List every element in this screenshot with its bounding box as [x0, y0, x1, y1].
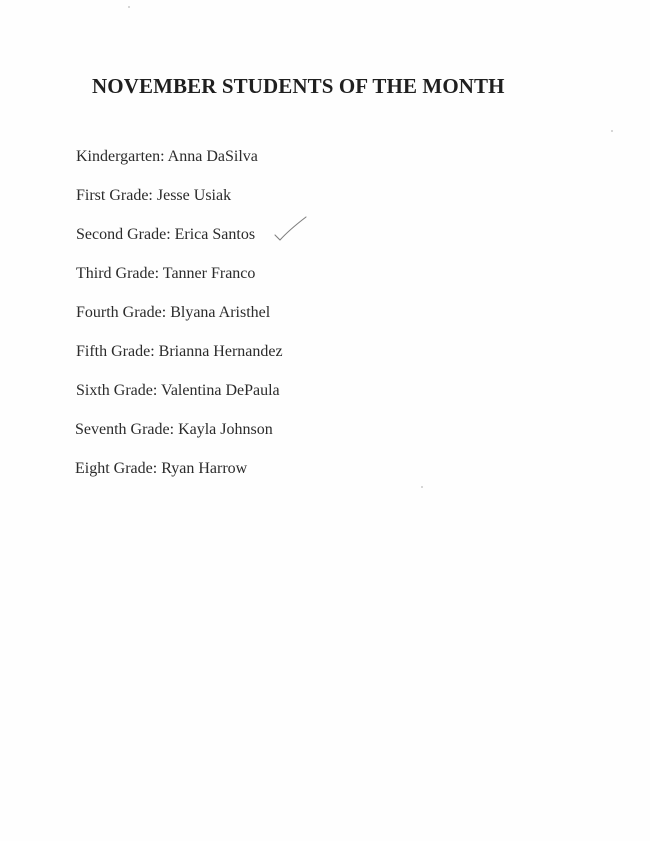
- list-item-first-grade: First Grade: Jesse Usiak: [76, 187, 232, 204]
- page-title: NOVEMBER STUDENTS OF THE MONTH: [92, 74, 505, 98]
- list-item-kindergarten: Kindergarten: Anna DaSilva: [76, 148, 258, 165]
- scan-speck: [128, 6, 130, 8]
- list-item-fourth-grade: Fourth Grade: Blyana Aristhel: [76, 304, 271, 321]
- scan-speck: [421, 486, 423, 488]
- list-item-seventh-grade: Seventh Grade: Kayla Johnson: [75, 421, 273, 438]
- student-list: [76, 146, 283, 497]
- list-item-second-grade: Second Grade: Erica Santos: [76, 226, 256, 243]
- handwritten-check-mark-icon: [272, 216, 308, 244]
- list-item-fifth-grade: Fifth Grade: Brianna Hernandez: [76, 343, 283, 360]
- scan-speck: [611, 130, 613, 132]
- list-item-sixth-grade: Sixth Grade: Valentina DePaula: [76, 382, 280, 399]
- list-item-eighth-grade: Eight Grade: Ryan Harrow: [75, 460, 248, 477]
- list-item-third-grade: Third Grade: Tanner Franco: [76, 265, 256, 282]
